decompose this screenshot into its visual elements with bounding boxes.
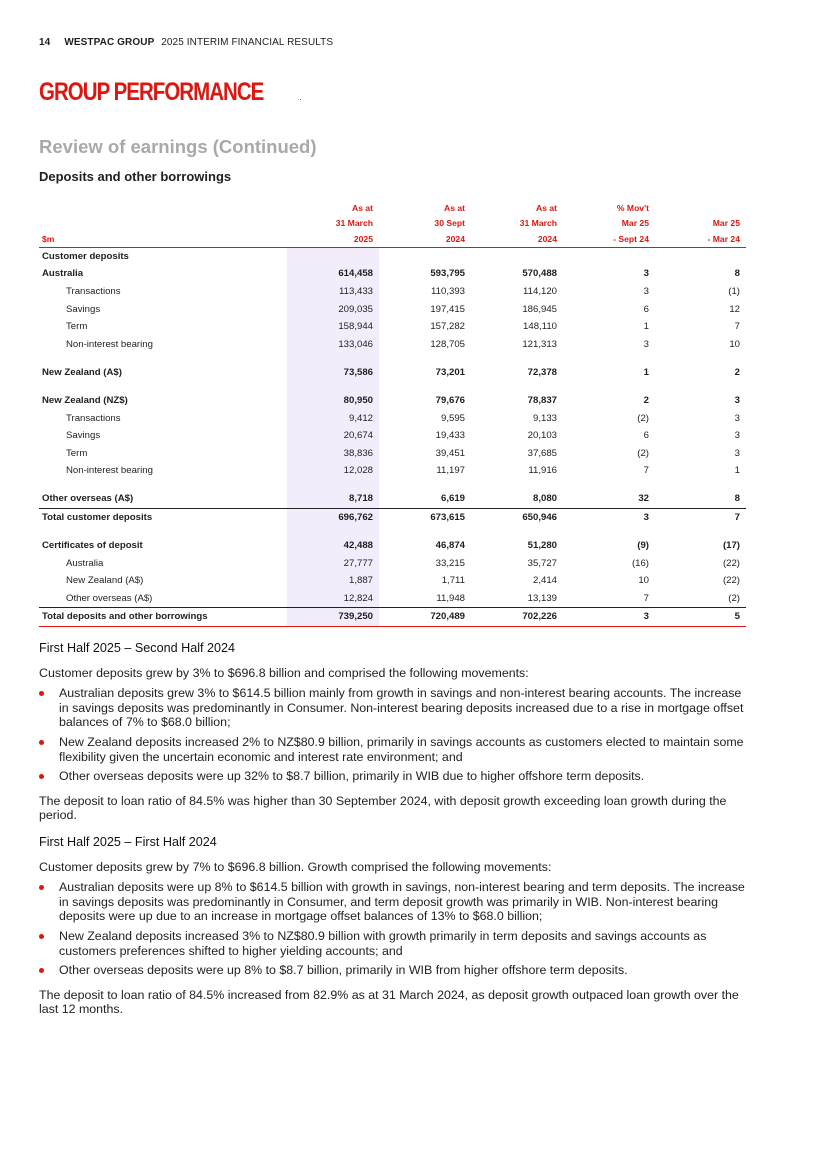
table-header-row bbox=[39, 231, 746, 247]
bullet-icon bbox=[39, 774, 44, 779]
company-name: WESTPAC GROUP bbox=[64, 37, 155, 48]
table-cell: 51,280 bbox=[527, 540, 557, 552]
table-cell: 702,226 bbox=[471, 608, 563, 627]
table-cell: 73,201 bbox=[435, 366, 465, 378]
header-cell: % Mov't bbox=[616, 202, 649, 213]
table-cell: 593,795 bbox=[430, 268, 465, 280]
table-cell: 80,950 bbox=[343, 394, 373, 406]
table-cell: 2 bbox=[734, 366, 740, 378]
table-cell: 696,762 bbox=[287, 508, 379, 526]
row-label: Transactions bbox=[66, 285, 121, 297]
table-cell: 110,393 bbox=[431, 285, 465, 297]
bullet-icon bbox=[39, 740, 44, 745]
table-cell: 3 bbox=[643, 268, 649, 280]
table-cell: 3 bbox=[734, 447, 740, 459]
table-cell: 3 bbox=[734, 412, 740, 424]
list-item: Other overseas deposits were up 8% to $8.7 billion, primarily in WIB from higher offshore term deposits. bbox=[39, 963, 749, 978]
table-cell: 73,586 bbox=[343, 366, 373, 378]
row-label: Certificates of deposit bbox=[42, 540, 143, 552]
bullet-icon bbox=[39, 885, 44, 890]
list-item: New Zealand deposits increased 2% to NZ$80.9 billion, primarily in savings accounts as customers elected to maintain some flexibility given the uncertain economic and interest rate environment; and bbox=[39, 735, 749, 764]
table-cell: 8,718 bbox=[348, 493, 373, 505]
header-cell: 2024 bbox=[379, 231, 471, 247]
table-cell: 3 bbox=[643, 338, 649, 350]
table-cell: (9) bbox=[637, 540, 649, 552]
table-cell: 209,035 bbox=[338, 303, 373, 315]
header-cell: 2024 bbox=[471, 231, 563, 247]
table-cell: 8 bbox=[734, 268, 740, 280]
table-cell: (22) bbox=[722, 557, 740, 569]
deposits-table bbox=[39, 200, 746, 627]
bullet-list bbox=[39, 880, 749, 978]
table-cell: 186,945 bbox=[522, 303, 557, 315]
table-row bbox=[39, 335, 746, 353]
table-row bbox=[39, 265, 746, 283]
row-label: Savings bbox=[66, 430, 101, 442]
row-label: Non-interest bearing bbox=[66, 465, 153, 477]
page-header bbox=[39, 37, 333, 48]
commentary-heading-h2-h2: First Half 2025 – Second Half 2024 bbox=[39, 641, 236, 655]
spacer-row bbox=[39, 526, 746, 537]
table-cell: 3 bbox=[563, 508, 655, 526]
table-cell: 7 bbox=[643, 465, 649, 477]
table-row bbox=[39, 247, 746, 265]
table-cell: 12,824 bbox=[343, 592, 373, 604]
header-cell: As at bbox=[443, 202, 465, 213]
header-cell: - Sept 24 bbox=[563, 231, 655, 247]
row-label: Other overseas (A$) bbox=[66, 592, 153, 604]
decorative-dot bbox=[300, 99, 301, 100]
spacer-row bbox=[39, 480, 746, 491]
table-cell: 3 bbox=[563, 608, 655, 627]
table-cell: 20,674 bbox=[343, 430, 373, 442]
header-cell: $m bbox=[39, 231, 287, 247]
table-cell: 37,685 bbox=[527, 447, 557, 459]
table-cell: 133,046 bbox=[338, 338, 373, 350]
table-cell: 46,874 bbox=[435, 540, 465, 552]
header-cell: As at bbox=[351, 202, 373, 213]
list-item: Australian deposits were up 8% to $614.5 billion with growth in savings, non-interest bearing and term deposits. The increase in savings deposits was predominantly in Consumer, and term deposit growth was primarily in WIB. Non-interest bearing deposits were up due to an increase in mortgage offset balances of 13% to $68.0 billion; bbox=[39, 880, 749, 924]
row-label: Non-interest bearing bbox=[66, 338, 153, 350]
bullet-icon bbox=[39, 968, 44, 973]
row-label: New Zealand (A$) bbox=[66, 575, 144, 587]
row-label: Term bbox=[66, 321, 88, 333]
table-row bbox=[39, 318, 746, 336]
header-cell: 31 March bbox=[335, 218, 373, 229]
commentary bbox=[39, 641, 749, 1029]
table-cell: 35,727 bbox=[527, 557, 557, 569]
bullet-icon bbox=[39, 934, 44, 939]
report-name: 2025 INTERIM FINANCIAL RESULTS bbox=[161, 37, 334, 48]
header-cell: 2025 bbox=[287, 231, 379, 247]
table-row bbox=[39, 537, 746, 555]
table-row bbox=[39, 444, 746, 462]
table-cell: 157,282 bbox=[430, 321, 465, 333]
table-cell: (2) bbox=[637, 447, 649, 459]
table-cell: 739,250 bbox=[287, 608, 379, 627]
table-cell: 19,433 bbox=[435, 430, 465, 442]
table-cell: 11,916 bbox=[528, 465, 557, 477]
row-label: New Zealand (A$) bbox=[42, 366, 122, 378]
table-row bbox=[39, 409, 746, 427]
table-cell: (2) bbox=[728, 592, 740, 604]
table-cell: 3 bbox=[734, 394, 740, 406]
table-cell: 33,215 bbox=[435, 557, 465, 569]
header-cell: As at bbox=[535, 202, 557, 213]
table-cell: 570,488 bbox=[522, 268, 557, 280]
total-row bbox=[39, 508, 746, 526]
row-label: New Zealand (NZ$) bbox=[42, 394, 128, 406]
table-cell: 9,412 bbox=[348, 412, 373, 424]
row-label: Other overseas (A$) bbox=[42, 493, 134, 505]
table-cell: 7 bbox=[643, 592, 649, 604]
list-item: Other overseas deposits were up 32% to $8.7 billion, primarily in WIB due to higher offshore term deposits. bbox=[39, 769, 749, 784]
table-cell: 1 bbox=[734, 465, 740, 477]
row-label: Term bbox=[66, 447, 88, 459]
table-cell: 78,837 bbox=[527, 394, 557, 406]
subtitle: Review of earnings (Continued) bbox=[39, 136, 317, 157]
table-cell: 720,489 bbox=[379, 608, 471, 627]
table-cell: 121,313 bbox=[522, 338, 557, 350]
table-cell: 7 bbox=[655, 508, 746, 526]
table-cell: 12,028 bbox=[343, 465, 373, 477]
table-cell: (1) bbox=[728, 285, 740, 297]
table-cell: 3 bbox=[734, 430, 740, 442]
table-row bbox=[39, 392, 746, 410]
table-cell: 72,378 bbox=[527, 366, 557, 378]
table-cell: 13,139 bbox=[527, 592, 557, 604]
commentary-intro: Customer deposits grew by 3% to $696.8 billion and comprised the following movements: bbox=[39, 665, 529, 680]
bullet-icon bbox=[39, 691, 44, 696]
section-title: Deposits and other borrowings bbox=[39, 169, 232, 184]
header-cell: Mar 25 bbox=[621, 218, 649, 229]
table-cell: 6,619 bbox=[440, 493, 465, 505]
table-cell: 3 bbox=[643, 285, 649, 297]
table-cell: 158,944 bbox=[338, 321, 373, 333]
commentary-intro: Customer deposits grew by 7% to $696.8 billion. Growth comprised the following movements: bbox=[39, 859, 552, 874]
table-cell: 7 bbox=[734, 321, 740, 333]
table-row bbox=[39, 364, 746, 382]
table-row bbox=[39, 283, 746, 301]
table-cell: 1 bbox=[643, 321, 649, 333]
commentary-conclusion: The deposit to loan ratio of 84.5% increased from 82.9% as at 31 March 2024, as deposit growth outpaced loan growth over the last 12 months. bbox=[39, 987, 739, 1017]
spacer-row bbox=[39, 381, 746, 392]
row-label: Total deposits and other borrowings bbox=[39, 608, 287, 627]
table-cell: 9,595 bbox=[440, 412, 465, 424]
header-cell: Mar 25 bbox=[712, 218, 740, 229]
table-cell: 650,946 bbox=[471, 508, 563, 526]
table-cell: 42,488 bbox=[343, 540, 373, 552]
table-cell: 114,120 bbox=[523, 285, 557, 297]
table-cell: (16) bbox=[631, 557, 649, 569]
table-row bbox=[39, 554, 746, 572]
table-cell: 11,197 bbox=[436, 465, 465, 477]
table-cell: 38,836 bbox=[343, 447, 373, 459]
table-cell: 2 bbox=[643, 394, 649, 406]
row-label: Customer deposits bbox=[42, 250, 129, 262]
table-cell: (22) bbox=[722, 575, 740, 587]
table-cell: 79,676 bbox=[435, 394, 465, 406]
table-cell: 12 bbox=[729, 303, 740, 315]
table-cell: 6 bbox=[643, 430, 649, 442]
row-label: Total customer deposits bbox=[39, 508, 287, 526]
table-row bbox=[39, 462, 746, 480]
table-cell: 11,948 bbox=[436, 592, 465, 604]
header-cell: - Mar 24 bbox=[655, 231, 746, 247]
table-cell: 2,414 bbox=[532, 575, 557, 587]
table-cell: 10 bbox=[638, 575, 649, 587]
table-cell: 39,451 bbox=[435, 447, 465, 459]
commentary-heading-h1-h1: First Half 2025 – First Half 2024 bbox=[39, 834, 217, 849]
table-cell: 9,133 bbox=[532, 412, 557, 424]
list-item: New Zealand deposits increased 3% to NZ$80.9 billion with growth primarily in term deposits and savings accounts as customers preferences shifted to higher yielding accounts; and bbox=[39, 929, 749, 958]
table-row bbox=[39, 427, 746, 445]
header-cell: 31 March bbox=[519, 218, 557, 229]
table-cell: 614,458 bbox=[338, 268, 373, 280]
page-number: 14 bbox=[39, 37, 51, 48]
table-cell: 148,110 bbox=[523, 321, 557, 333]
table-cell: 8,080 bbox=[532, 493, 557, 505]
table-cell: 197,415 bbox=[430, 303, 465, 315]
commentary-conclusion: The deposit to loan ratio of 84.5% was higher than 30 September 2024, with deposit growth exceeding loan growth during the period. bbox=[39, 793, 727, 823]
table-cell: 20,103 bbox=[527, 430, 557, 442]
grand-total-row bbox=[39, 608, 746, 627]
spacer-row bbox=[39, 353, 746, 364]
table-cell: 128,705 bbox=[430, 338, 465, 350]
row-label: Transactions bbox=[66, 412, 121, 424]
header-cell bbox=[39, 216, 287, 232]
row-label: Australia bbox=[66, 557, 104, 569]
table-header-row bbox=[39, 200, 746, 216]
table-row bbox=[39, 300, 746, 318]
table-cell: 673,615 bbox=[379, 508, 471, 526]
table-row bbox=[39, 490, 746, 508]
row-label: Australia bbox=[42, 268, 84, 280]
header-cell bbox=[655, 200, 746, 216]
table-cell: 1 bbox=[643, 366, 649, 378]
table-row bbox=[39, 590, 746, 608]
table-cell: 10 bbox=[729, 338, 740, 350]
table-cell: 1,711 bbox=[441, 575, 465, 587]
table-cell: (17) bbox=[722, 540, 740, 552]
table-cell: 113,433 bbox=[339, 285, 373, 297]
table-cell: 8 bbox=[734, 493, 740, 505]
header-cell bbox=[39, 200, 287, 216]
bullet-list bbox=[39, 686, 749, 784]
table-header-row bbox=[39, 216, 746, 232]
header-cell: 30 Sept bbox=[434, 218, 465, 229]
table-cell: 5 bbox=[655, 608, 746, 627]
page-title: GROUP PERFORMANCE bbox=[39, 78, 264, 106]
table-cell: 1,887 bbox=[348, 575, 373, 587]
row-label: Savings bbox=[66, 303, 101, 315]
table-cell: (2) bbox=[637, 412, 649, 424]
table-cell: 27,777 bbox=[343, 557, 373, 569]
list-item: Australian deposits grew 3% to $614.5 billion mainly from growth in savings and non-interest bearing accounts. The increase in savings deposits was predominantly in Consumer. Non-interest bearing deposits increased due to a rise in mortgage offset balances of 7% to $68.0 billion; bbox=[39, 686, 749, 730]
table-cell: 32 bbox=[638, 493, 649, 505]
table-cell: 6 bbox=[643, 303, 649, 315]
table-row bbox=[39, 572, 746, 590]
